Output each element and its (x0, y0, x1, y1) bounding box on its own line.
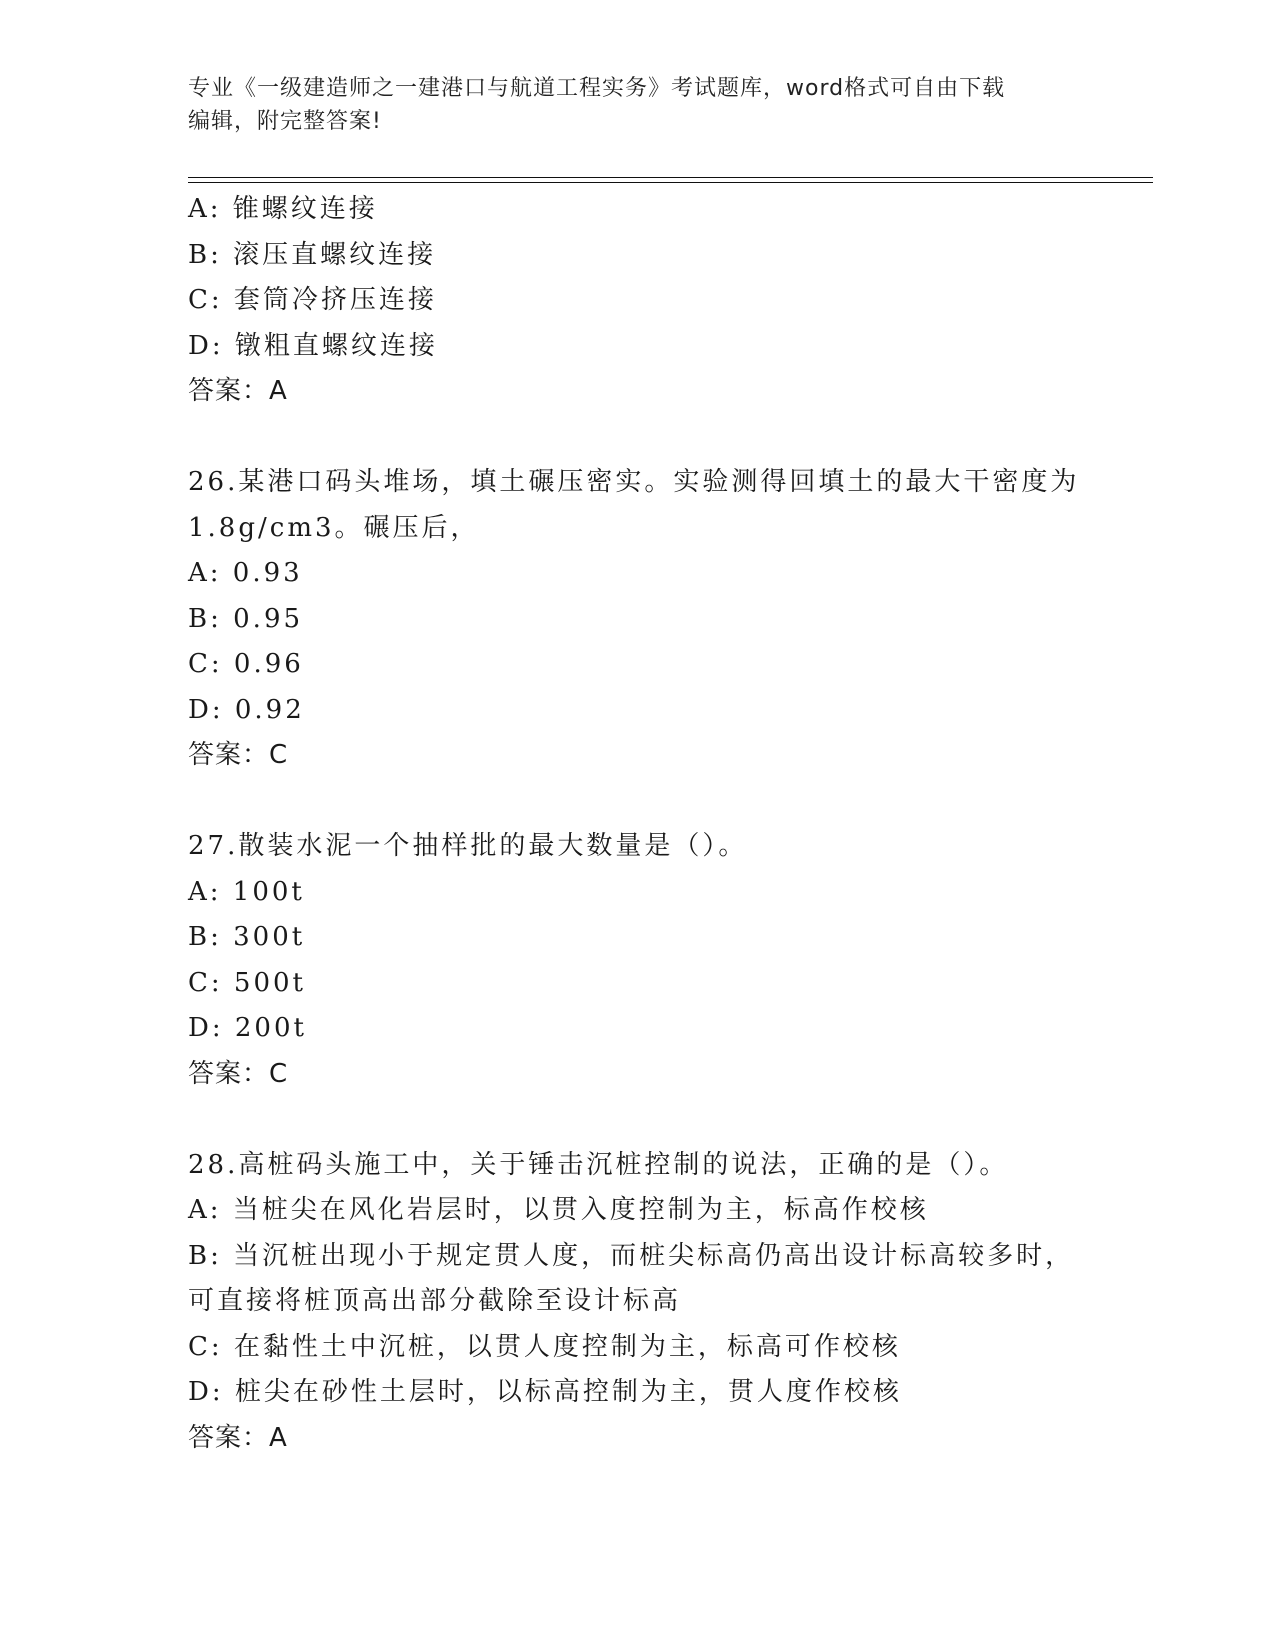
spacer (188, 1097, 1148, 1143)
option-c: C: 0.96 (188, 649, 304, 679)
option-d: D: 200t (188, 1013, 307, 1043)
option-b-continued: 可直接将桩顶高出部分截除至设计标高 (188, 1286, 682, 1316)
option-b: B: 0.95 (188, 603, 304, 634)
question-continued (188, 187, 1148, 415)
answer: 答案：C (188, 1058, 289, 1089)
question-list (188, 187, 1148, 1461)
question-27 (188, 824, 1148, 1097)
option-c: C: 在黏性土中沉桩，以贯人度控制为主，标高可作校核 (188, 1331, 901, 1362)
spacer (188, 779, 1148, 825)
option-b: B: 当沉桩出现小于规定贯人度，而桩尖标高仍高出设计标高较多时， (188, 1240, 1075, 1271)
answer: 答案：A (188, 1422, 288, 1453)
question-26 (188, 460, 1148, 779)
header-line-1: 专业《一级建造师之一建港口与航道工程实务》考试题库，word格式可自由下载 (188, 76, 1006, 101)
header-line-2: 编辑，附完整答案! (188, 109, 382, 134)
question-stem: 28.高桩码头施工中，关于锤击沉桩控制的说法，正确的是（）。 (188, 1149, 1009, 1180)
question-28 (188, 1143, 1148, 1462)
header-rule-top (188, 177, 1153, 178)
option-a: A: 100t (188, 876, 305, 907)
option-b: B: 滚压直螺纹连接 (188, 239, 437, 270)
spacer (188, 415, 1148, 461)
option-d: D: 0.92 (188, 694, 305, 725)
document-header (188, 72, 1088, 138)
option-b: B: 300t (188, 922, 306, 952)
question-stem-continued: 1.8g/cm3。碾压后， (188, 512, 480, 543)
question-stem: 26.某港口码头堆场，填土碾压密实。实验测得回填土的最大干密度为 (188, 467, 1080, 497)
option-d: D: 镦粗直螺纹连接 (188, 330, 438, 361)
question-stem: 27.散装水泥一个抽样批的最大数量是（）。 (188, 831, 748, 861)
answer: 答案：C (188, 740, 289, 770)
option-c: C: 套筒冷挤压连接 (188, 285, 437, 315)
option-a: A: 锥螺纹连接 (188, 194, 378, 224)
header-rule-bottom (188, 182, 1153, 183)
option-d: D: 桩尖在砂性土层时，以标高控制为主，贯人度作校核 (188, 1377, 902, 1407)
answer: 答案：A (188, 376, 288, 406)
option-a: A: 当桩尖在风化岩层时，以贯入度控制为主，标高作校核 (188, 1195, 929, 1225)
option-a: A: 0.93 (188, 558, 303, 588)
option-c: C: 500t (188, 967, 306, 998)
